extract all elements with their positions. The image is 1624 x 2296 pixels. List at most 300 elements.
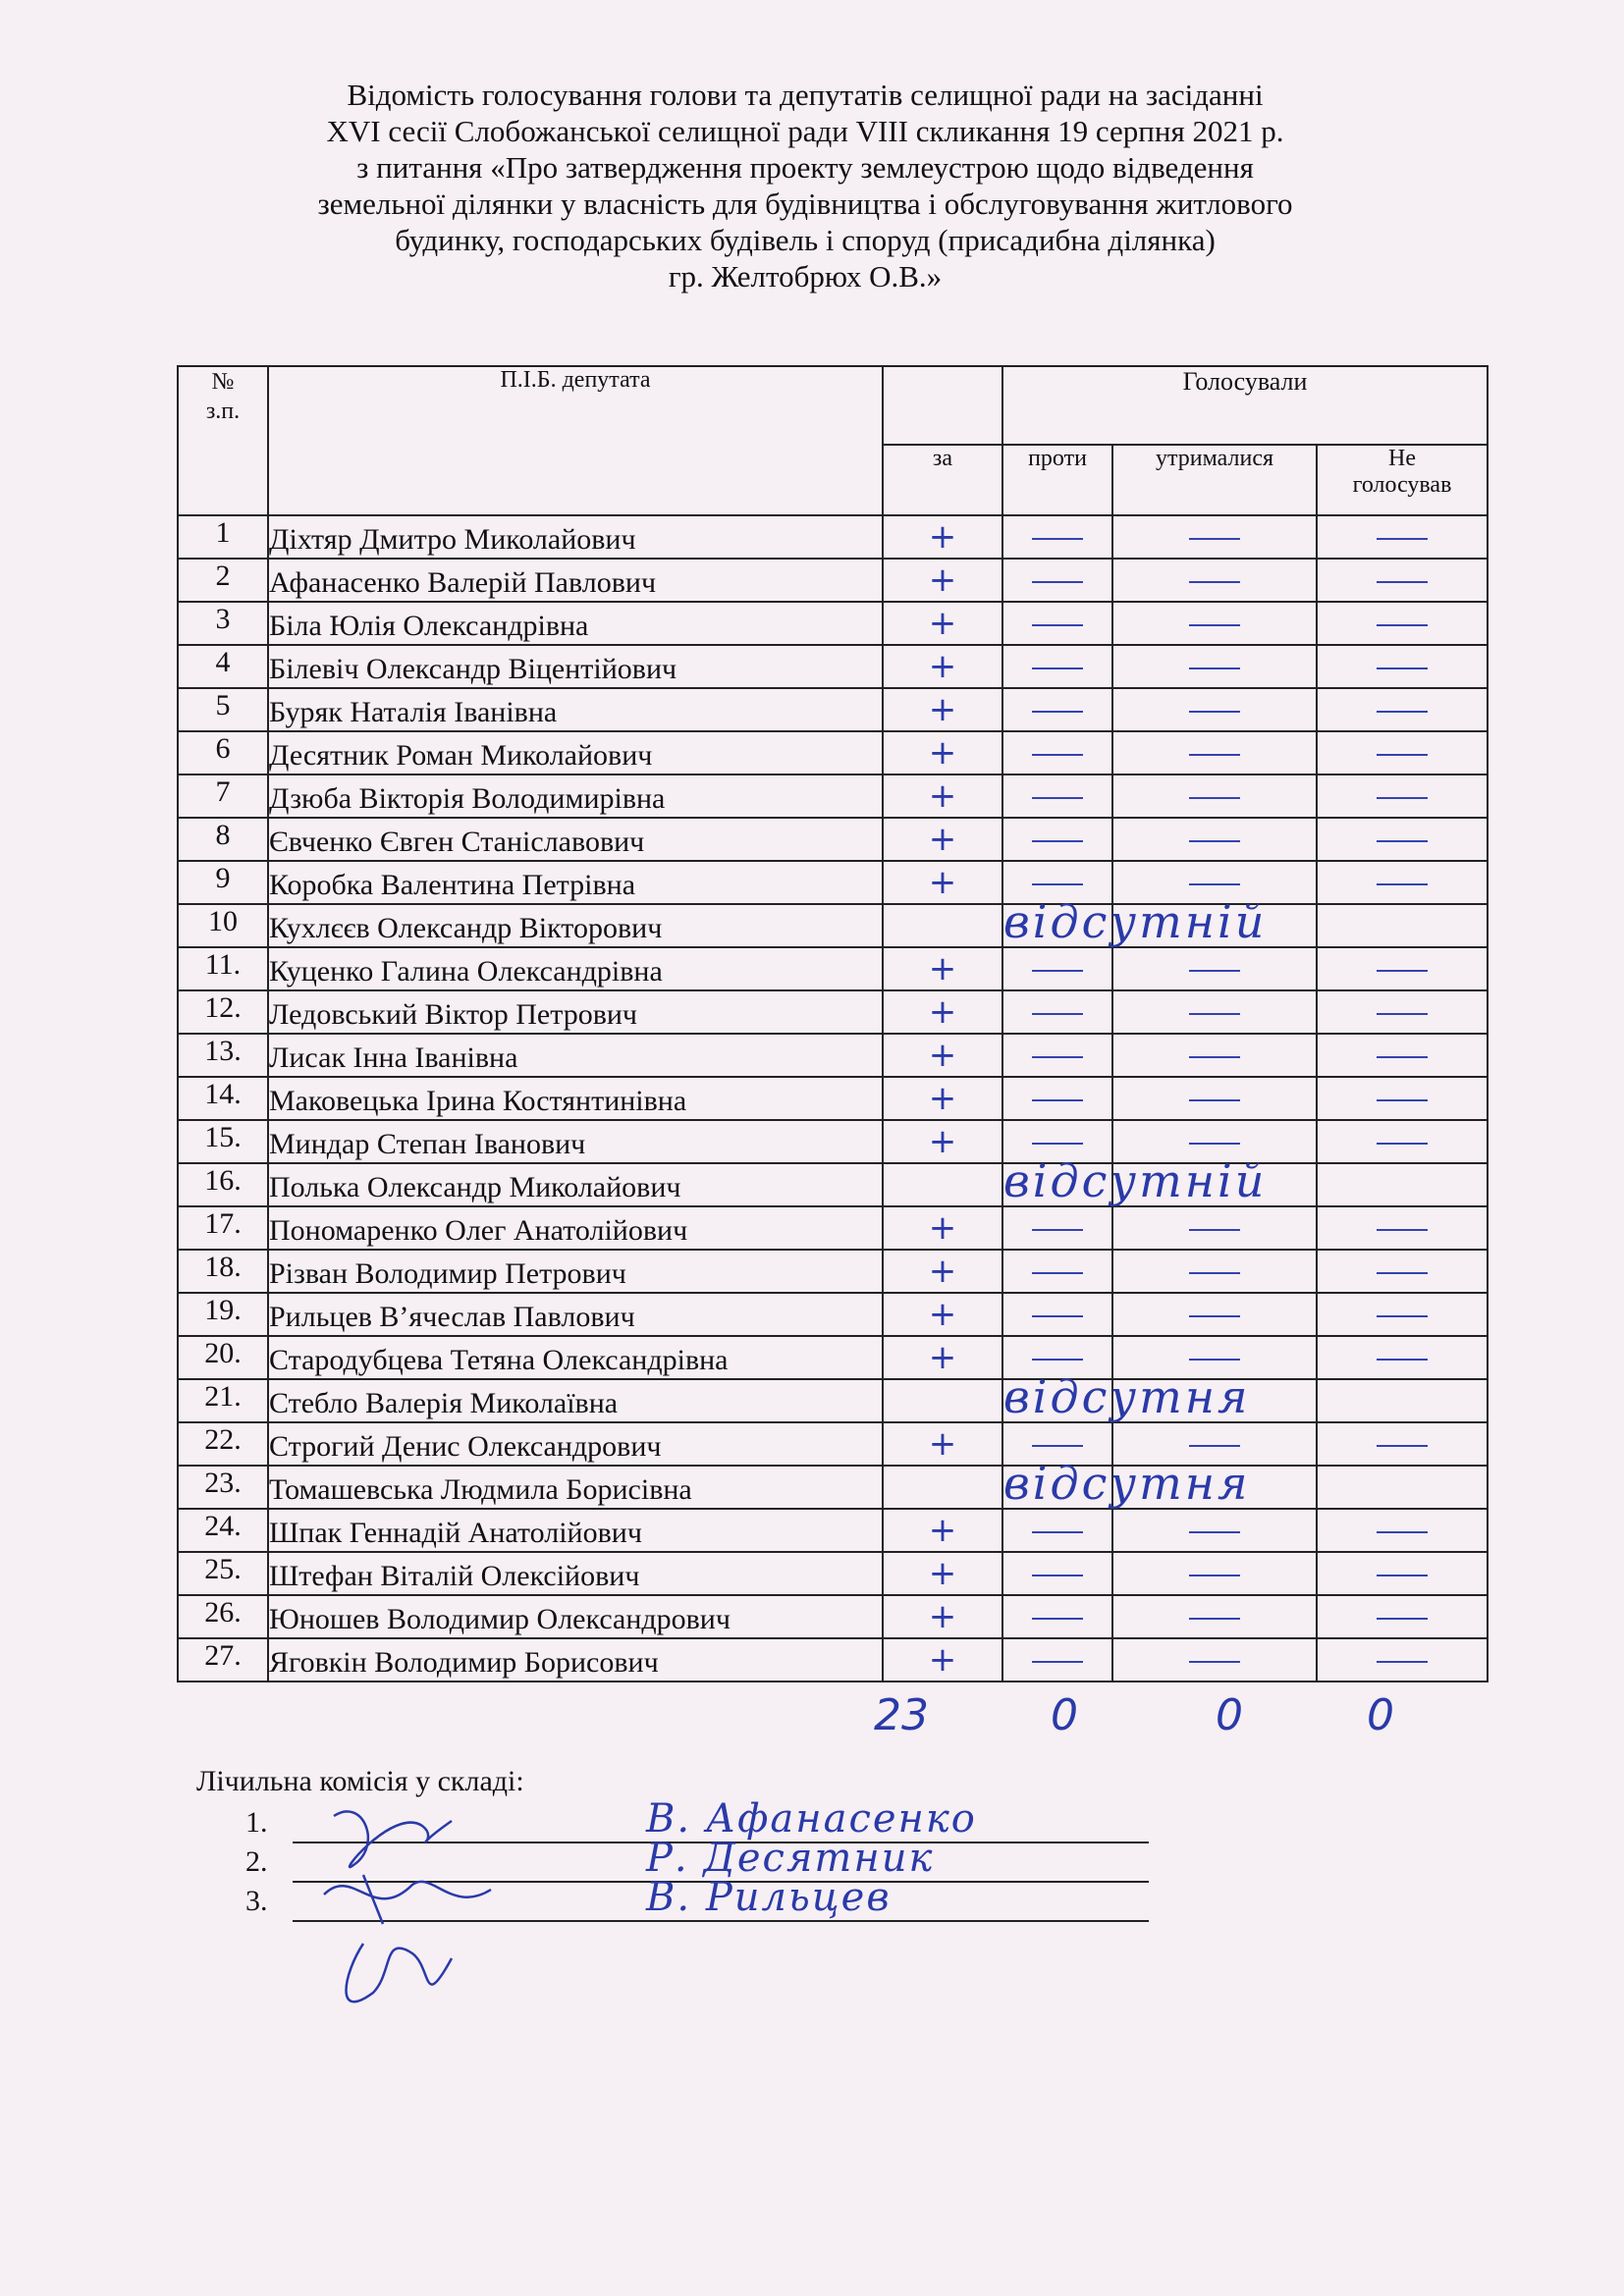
dash-mark <box>1189 1229 1240 1231</box>
vote-against-cell <box>1002 990 1112 1034</box>
row-number: 18. <box>178 1250 268 1293</box>
vote-for-cell <box>883 1595 1002 1638</box>
member-name: Р. Десятник <box>646 1836 935 1881</box>
dash-mark <box>1189 840 1240 842</box>
dash-mark <box>1032 840 1083 842</box>
vote-for-mark: + <box>928 561 957 600</box>
vote-abstain-cell <box>1112 1206 1317 1250</box>
dash-mark <box>1377 711 1428 713</box>
vote-for-cell <box>883 515 1002 559</box>
dash-mark <box>1189 797 1240 799</box>
vote-for-cell <box>883 731 1002 774</box>
dash-mark <box>1189 624 1240 626</box>
table-row <box>178 1422 1488 1466</box>
title-line: земельної ділянки у власність для будівництва і обслуговування житлового <box>317 187 1293 221</box>
dash-mark <box>1377 883 1428 885</box>
member-index: 2. <box>245 1845 268 1878</box>
dash-mark <box>1032 797 1083 799</box>
vote-for-cell <box>883 1379 1002 1422</box>
col-notvoted-line1: Не <box>1388 446 1416 471</box>
table-row <box>178 688 1488 731</box>
dash-mark <box>1032 1575 1083 1576</box>
row-number: 27. <box>178 1638 268 1682</box>
vote-abstain-cell <box>1112 688 1317 731</box>
vote-against-cell <box>1002 1077 1112 1120</box>
dash-mark <box>1377 1272 1428 1274</box>
vote-against-cell <box>1002 895 1268 948</box>
table-row <box>178 731 1488 774</box>
dash-mark <box>1189 1013 1240 1015</box>
vote-against-cell <box>1002 1595 1112 1638</box>
vote-for-cell <box>883 947 1002 990</box>
vote-abstain-cell <box>1112 774 1317 818</box>
voting-table <box>177 365 1489 1682</box>
table-row <box>178 990 1488 1034</box>
dash-mark <box>1032 711 1083 713</box>
vote-for-cell <box>883 1250 1002 1293</box>
vote-against-cell <box>1002 688 1112 731</box>
vote-abstain-cell <box>1112 904 1317 947</box>
vote-notvoted-cell <box>1317 1466 1488 1509</box>
vote-for-mark: + <box>928 1338 957 1377</box>
handwritten-signatures <box>304 1787 579 2032</box>
dash-mark <box>1189 667 1240 669</box>
deputy-name: Афанасенко Валерій Павлович <box>268 559 883 602</box>
row-number: 24. <box>178 1509 268 1552</box>
table-row <box>178 947 1488 990</box>
dash-mark <box>1189 1056 1240 1058</box>
row-number: 13. <box>178 1034 268 1077</box>
deputy-name: Ледовський Віктор Петрович <box>268 990 883 1034</box>
deputy-name: Дзюба Вікторія Володимирівна <box>268 774 883 818</box>
vote-for-mark: + <box>928 1252 957 1291</box>
table-row <box>178 1509 1488 1552</box>
dash-mark <box>1377 1099 1428 1101</box>
vote-notvoted-cell <box>1317 1034 1488 1077</box>
deputy-name: Стародубцева Тетяна Олександрівна <box>268 1336 883 1379</box>
dash-mark <box>1032 754 1083 756</box>
table-row <box>178 774 1488 818</box>
vote-abstain-cell <box>1112 559 1317 602</box>
row-number: 22. <box>178 1422 268 1466</box>
row-number: 2 <box>178 559 268 602</box>
vote-against-cell <box>1002 1034 1112 1077</box>
vote-against-cell <box>1002 1457 1251 1510</box>
vote-for-mark: + <box>928 1295 957 1334</box>
vote-for-mark: + <box>928 1122 957 1161</box>
vote-against-cell <box>1002 645 1112 688</box>
dash-mark <box>1377 797 1428 799</box>
vote-for-mark: + <box>928 1079 957 1118</box>
deputy-name: Маковецька Ірина Костянтинівна <box>268 1077 883 1120</box>
dash-mark <box>1032 1531 1083 1533</box>
vote-against-cell <box>1002 602 1112 645</box>
deputy-name: Штефан Віталій Олексійович <box>268 1552 883 1595</box>
dash-mark <box>1377 1575 1428 1576</box>
signature-3 <box>347 1944 453 2002</box>
vote-for-cell <box>883 1206 1002 1250</box>
vote-notvoted-cell <box>1317 1509 1488 1552</box>
table-row <box>178 1293 1488 1336</box>
vote-for-cell <box>883 818 1002 861</box>
deputy-name: Стебло Валерія Миколаївна <box>268 1379 883 1422</box>
dash-mark <box>1032 1315 1083 1317</box>
dash-mark <box>1032 1143 1083 1145</box>
dash-mark <box>1189 1099 1240 1101</box>
row-number: 3 <box>178 602 268 645</box>
vote-for-cell <box>883 1293 1002 1336</box>
dash-mark <box>1189 1575 1240 1576</box>
row-number: 9 <box>178 861 268 904</box>
vote-notvoted-cell <box>1317 1336 1488 1379</box>
vote-notvoted-cell <box>1317 990 1488 1034</box>
dash-mark <box>1377 1013 1428 1015</box>
table-row <box>178 1379 1488 1422</box>
row-number: 11. <box>178 947 268 990</box>
dash-mark <box>1032 1099 1083 1101</box>
row-number: 6 <box>178 731 268 774</box>
vote-notvoted-cell <box>1317 515 1488 559</box>
member-name: В. Рильцев <box>646 1875 892 1920</box>
vote-notvoted-cell <box>1317 1250 1488 1293</box>
vote-against-cell <box>1002 1638 1112 1682</box>
vote-abstain-cell <box>1112 1509 1317 1552</box>
total-against: 0 <box>1051 1690 1078 1740</box>
col-voted-header: Голосували <box>1002 366 1488 445</box>
table-row <box>178 602 1488 645</box>
row-number: 20. <box>178 1336 268 1379</box>
vote-for-cell <box>883 1638 1002 1682</box>
dash-mark <box>1377 1143 1428 1145</box>
table-row <box>178 1206 1488 1250</box>
absent-mark: відсутній <box>1003 895 1268 948</box>
vote-notvoted-cell <box>1317 774 1488 818</box>
vote-abstain-cell <box>1112 1552 1317 1595</box>
vote-for-mark: + <box>928 733 957 773</box>
deputy-name: Євченко Євген Станіславович <box>268 818 883 861</box>
vote-for-mark: + <box>928 820 957 859</box>
dash-mark <box>1032 1229 1083 1231</box>
document-title <box>147 77 1463 294</box>
row-number: 15. <box>178 1120 268 1163</box>
row-number: 25. <box>178 1552 268 1595</box>
vote-abstain-cell <box>1112 1163 1317 1206</box>
dash-mark <box>1032 1013 1083 1015</box>
deputy-name: Лисак Інна Іванівна <box>268 1034 883 1077</box>
table-row <box>178 1250 1488 1293</box>
table-row <box>178 1077 1488 1120</box>
row-number: 23. <box>178 1466 268 1509</box>
totals-row <box>0 1690 1624 1749</box>
vote-for-cell <box>883 774 1002 818</box>
col-abstain-header: утрималися <box>1112 445 1317 515</box>
vote-notvoted-cell <box>1317 1595 1488 1638</box>
vote-notvoted-cell <box>1317 602 1488 645</box>
vote-for-mark: + <box>928 1511 957 1550</box>
table-row <box>178 1638 1488 1682</box>
vote-for-cell <box>883 1552 1002 1595</box>
vote-notvoted-cell <box>1317 861 1488 904</box>
vote-for-cell <box>883 688 1002 731</box>
vote-for-cell <box>883 1120 1002 1163</box>
vote-for-cell <box>883 1422 1002 1466</box>
vote-notvoted-cell <box>1317 904 1488 947</box>
title-line: з питання «Про затвердження проекту землеустрою щодо відведення <box>356 150 1254 185</box>
table-row <box>178 1466 1488 1509</box>
row-number: 5 <box>178 688 268 731</box>
vote-against-cell <box>1002 731 1112 774</box>
table-row <box>178 559 1488 602</box>
vote-abstain-cell <box>1112 1379 1317 1422</box>
deputy-name: Томашевська Людмила Борисівна <box>268 1466 883 1509</box>
table-row <box>178 515 1488 559</box>
dash-mark <box>1377 1315 1428 1317</box>
dash-mark <box>1377 754 1428 756</box>
title-line: гр. Желтобрюх О.В.» <box>668 259 943 294</box>
vote-for-mark: + <box>928 992 957 1032</box>
absent-mark: відсутній <box>1003 1154 1268 1207</box>
total-abstain: 0 <box>1216 1690 1243 1740</box>
vote-for-cell <box>883 559 1002 602</box>
vote-against-cell <box>1002 1206 1112 1250</box>
dash-mark <box>1189 1618 1240 1620</box>
col-number-abbr: з.п. <box>205 399 241 424</box>
vote-abstain-cell <box>1112 1466 1317 1509</box>
dash-mark <box>1189 711 1240 713</box>
vote-notvoted-cell <box>1317 1163 1488 1206</box>
dash-mark <box>1189 581 1240 583</box>
table-row <box>178 1120 1488 1163</box>
deputy-name: Яговкін Володимир Борисович <box>268 1638 883 1682</box>
table-row <box>178 861 1488 904</box>
title-line: Відомість голосування голови та депутатів селищної ради на засіданні <box>347 78 1264 112</box>
dash-mark <box>1377 1531 1428 1533</box>
dash-mark <box>1189 1315 1240 1317</box>
vote-notvoted-cell <box>1317 1120 1488 1163</box>
dash-mark <box>1032 1272 1083 1274</box>
col-name-header: П.І.Б. депутата <box>268 366 883 515</box>
vote-abstain-cell <box>1112 515 1317 559</box>
vote-abstain-cell <box>1112 1595 1317 1638</box>
vote-against-cell <box>1002 1293 1112 1336</box>
vote-against-cell <box>1002 1509 1112 1552</box>
signature-1 <box>334 1811 452 1867</box>
signature-2 <box>324 1875 491 1924</box>
dash-mark <box>1377 1618 1428 1620</box>
vote-notvoted-cell <box>1317 1422 1488 1466</box>
vote-for-mark: + <box>928 1208 957 1248</box>
vote-against-cell <box>1002 1370 1251 1423</box>
table-row <box>178 1034 1488 1077</box>
vote-notvoted-cell <box>1317 818 1488 861</box>
vote-notvoted-cell <box>1317 947 1488 990</box>
dash-mark <box>1032 624 1083 626</box>
row-number: 4 <box>178 645 268 688</box>
vote-abstain-cell <box>1112 818 1317 861</box>
dash-mark <box>1189 1272 1240 1274</box>
vote-against-cell <box>1002 774 1112 818</box>
col-for-header: за <box>883 445 1002 515</box>
row-number: 8 <box>178 818 268 861</box>
vote-for-mark: + <box>928 604 957 643</box>
dash-mark <box>1377 1229 1428 1231</box>
row-number: 7 <box>178 774 268 818</box>
vote-for-cell <box>883 904 1002 947</box>
dash-mark <box>1189 1445 1240 1447</box>
vote-notvoted-cell <box>1317 1077 1488 1120</box>
deputy-name: Білевіч Олександр Віцентійович <box>268 645 883 688</box>
deputy-name: Юношев Володимир Олександрович <box>268 1595 883 1638</box>
dash-mark <box>1377 624 1428 626</box>
vote-for-cell <box>883 645 1002 688</box>
deputy-name: Десятник Роман Миколайович <box>268 731 883 774</box>
vote-for-mark: + <box>928 949 957 988</box>
dash-mark <box>1189 538 1240 540</box>
absent-mark: відсутня <box>1003 1457 1251 1510</box>
dash-mark <box>1032 1359 1083 1361</box>
vote-for-mark: + <box>928 1036 957 1075</box>
dash-mark <box>1189 1143 1240 1145</box>
vote-abstain-cell <box>1112 1250 1317 1293</box>
table-body <box>178 515 1488 1682</box>
dash-mark <box>1377 970 1428 972</box>
col-against-header: проти <box>1002 445 1112 515</box>
vote-abstain-cell <box>1112 1077 1317 1120</box>
vote-notvoted-cell <box>1317 1638 1488 1682</box>
table-row <box>178 1163 1488 1206</box>
vote-abstain-cell <box>1112 990 1317 1034</box>
vote-abstain-cell <box>1112 1293 1317 1336</box>
table-header-row <box>178 366 1488 445</box>
deputy-name: Миндар Степан Іванович <box>268 1120 883 1163</box>
dash-mark <box>1189 1531 1240 1533</box>
vote-for-cell <box>883 1077 1002 1120</box>
total-for: 23 <box>874 1690 929 1740</box>
commission-label: Лічильна комісія у складі: <box>196 1765 524 1797</box>
row-number: 14. <box>178 1077 268 1120</box>
vote-abstain-cell <box>1112 1034 1317 1077</box>
total-notvoted: 0 <box>1367 1690 1394 1740</box>
deputy-name: Діхтяр Дмитро Миколайович <box>268 515 883 559</box>
col-number-symbol: № <box>211 369 235 395</box>
dash-mark <box>1189 883 1240 885</box>
title-line: будинку, господарських будівель і споруд (присадибна ділянка) <box>395 223 1216 257</box>
col-for-top-empty <box>883 366 1002 445</box>
vote-against-cell <box>1002 559 1112 602</box>
dash-mark <box>1032 581 1083 583</box>
dash-mark <box>1032 883 1083 885</box>
vote-notvoted-cell <box>1317 1293 1488 1336</box>
dash-mark <box>1032 1618 1083 1620</box>
dash-mark <box>1032 667 1083 669</box>
dash-mark <box>1377 1661 1428 1663</box>
vote-for-mark: + <box>928 863 957 902</box>
vote-abstain-cell <box>1112 947 1317 990</box>
title-line: XVI сесії Слобожанської селищної ради VIII скликання 19 серпня 2021 р. <box>326 114 1284 148</box>
dash-mark <box>1189 754 1240 756</box>
vote-for-cell <box>883 1336 1002 1379</box>
vote-for-mark: + <box>928 1640 957 1680</box>
vote-notvoted-cell <box>1317 1206 1488 1250</box>
dash-mark <box>1189 1661 1240 1663</box>
dash-mark <box>1377 1445 1428 1447</box>
vote-notvoted-cell <box>1317 645 1488 688</box>
vote-against-cell <box>1002 515 1112 559</box>
row-number: 17. <box>178 1206 268 1250</box>
vote-abstain-cell <box>1112 602 1317 645</box>
dash-mark <box>1377 581 1428 583</box>
vote-for-cell <box>883 990 1002 1034</box>
vote-for-mark: + <box>928 690 957 729</box>
vote-for-cell <box>883 602 1002 645</box>
col-notvoted-header <box>1317 445 1488 515</box>
dash-mark <box>1377 538 1428 540</box>
member-index: 1. <box>245 1806 268 1839</box>
deputy-name: Рильцев В’ячеслав Павлович <box>268 1293 883 1336</box>
vote-for-mark: + <box>928 1424 957 1464</box>
dash-mark <box>1377 840 1428 842</box>
dash-mark <box>1032 1445 1083 1447</box>
table-row <box>178 818 1488 861</box>
deputy-name: Буряк Наталія Іванівна <box>268 688 883 731</box>
vote-for-cell <box>883 1466 1002 1509</box>
dash-mark <box>1032 1056 1083 1058</box>
table-row <box>178 1595 1488 1638</box>
vote-for-cell <box>883 1163 1002 1206</box>
col-number-header <box>178 366 268 515</box>
vote-against-cell <box>1002 1250 1112 1293</box>
table-row <box>178 645 1488 688</box>
vote-abstain-cell <box>1112 731 1317 774</box>
vote-notvoted-cell <box>1317 731 1488 774</box>
row-number: 1 <box>178 515 268 559</box>
vote-abstain-cell <box>1112 1638 1317 1682</box>
vote-notvoted-cell <box>1317 688 1488 731</box>
vote-for-cell <box>883 861 1002 904</box>
vote-against-cell <box>1002 1154 1268 1207</box>
row-number: 12. <box>178 990 268 1034</box>
table-row <box>178 1336 1488 1379</box>
vote-for-cell <box>883 1509 1002 1552</box>
vote-notvoted-cell <box>1317 559 1488 602</box>
vote-against-cell <box>1002 818 1112 861</box>
absent-mark: відсутня <box>1003 1370 1251 1423</box>
vote-against-cell <box>1002 1552 1112 1595</box>
dash-mark <box>1189 970 1240 972</box>
col-notvoted-line2: голосував <box>1352 472 1452 498</box>
deputy-name: Строгий Денис Олександрович <box>268 1422 883 1466</box>
deputy-name: Полька Олександр Миколайович <box>268 1163 883 1206</box>
row-number: 21. <box>178 1379 268 1422</box>
row-number: 26. <box>178 1595 268 1638</box>
vote-against-cell <box>1002 947 1112 990</box>
dash-mark <box>1032 1661 1083 1663</box>
deputy-name: Кухлєєв Олександр Вікторович <box>268 904 883 947</box>
vote-for-mark: + <box>928 647 957 686</box>
vote-notvoted-cell <box>1317 1552 1488 1595</box>
row-number: 19. <box>178 1293 268 1336</box>
row-number: 16. <box>178 1163 268 1206</box>
vote-for-cell <box>883 1034 1002 1077</box>
row-number: 10 <box>178 904 268 947</box>
vote-for-mark: + <box>928 1597 957 1636</box>
dash-mark <box>1189 1359 1240 1361</box>
dash-mark <box>1377 667 1428 669</box>
deputy-name: Шпак Геннадій Анатолійович <box>268 1509 883 1552</box>
deputy-name: Коробка Валентина Петрівна <box>268 861 883 904</box>
vote-for-mark: + <box>928 1554 957 1593</box>
vote-for-mark: + <box>928 776 957 816</box>
